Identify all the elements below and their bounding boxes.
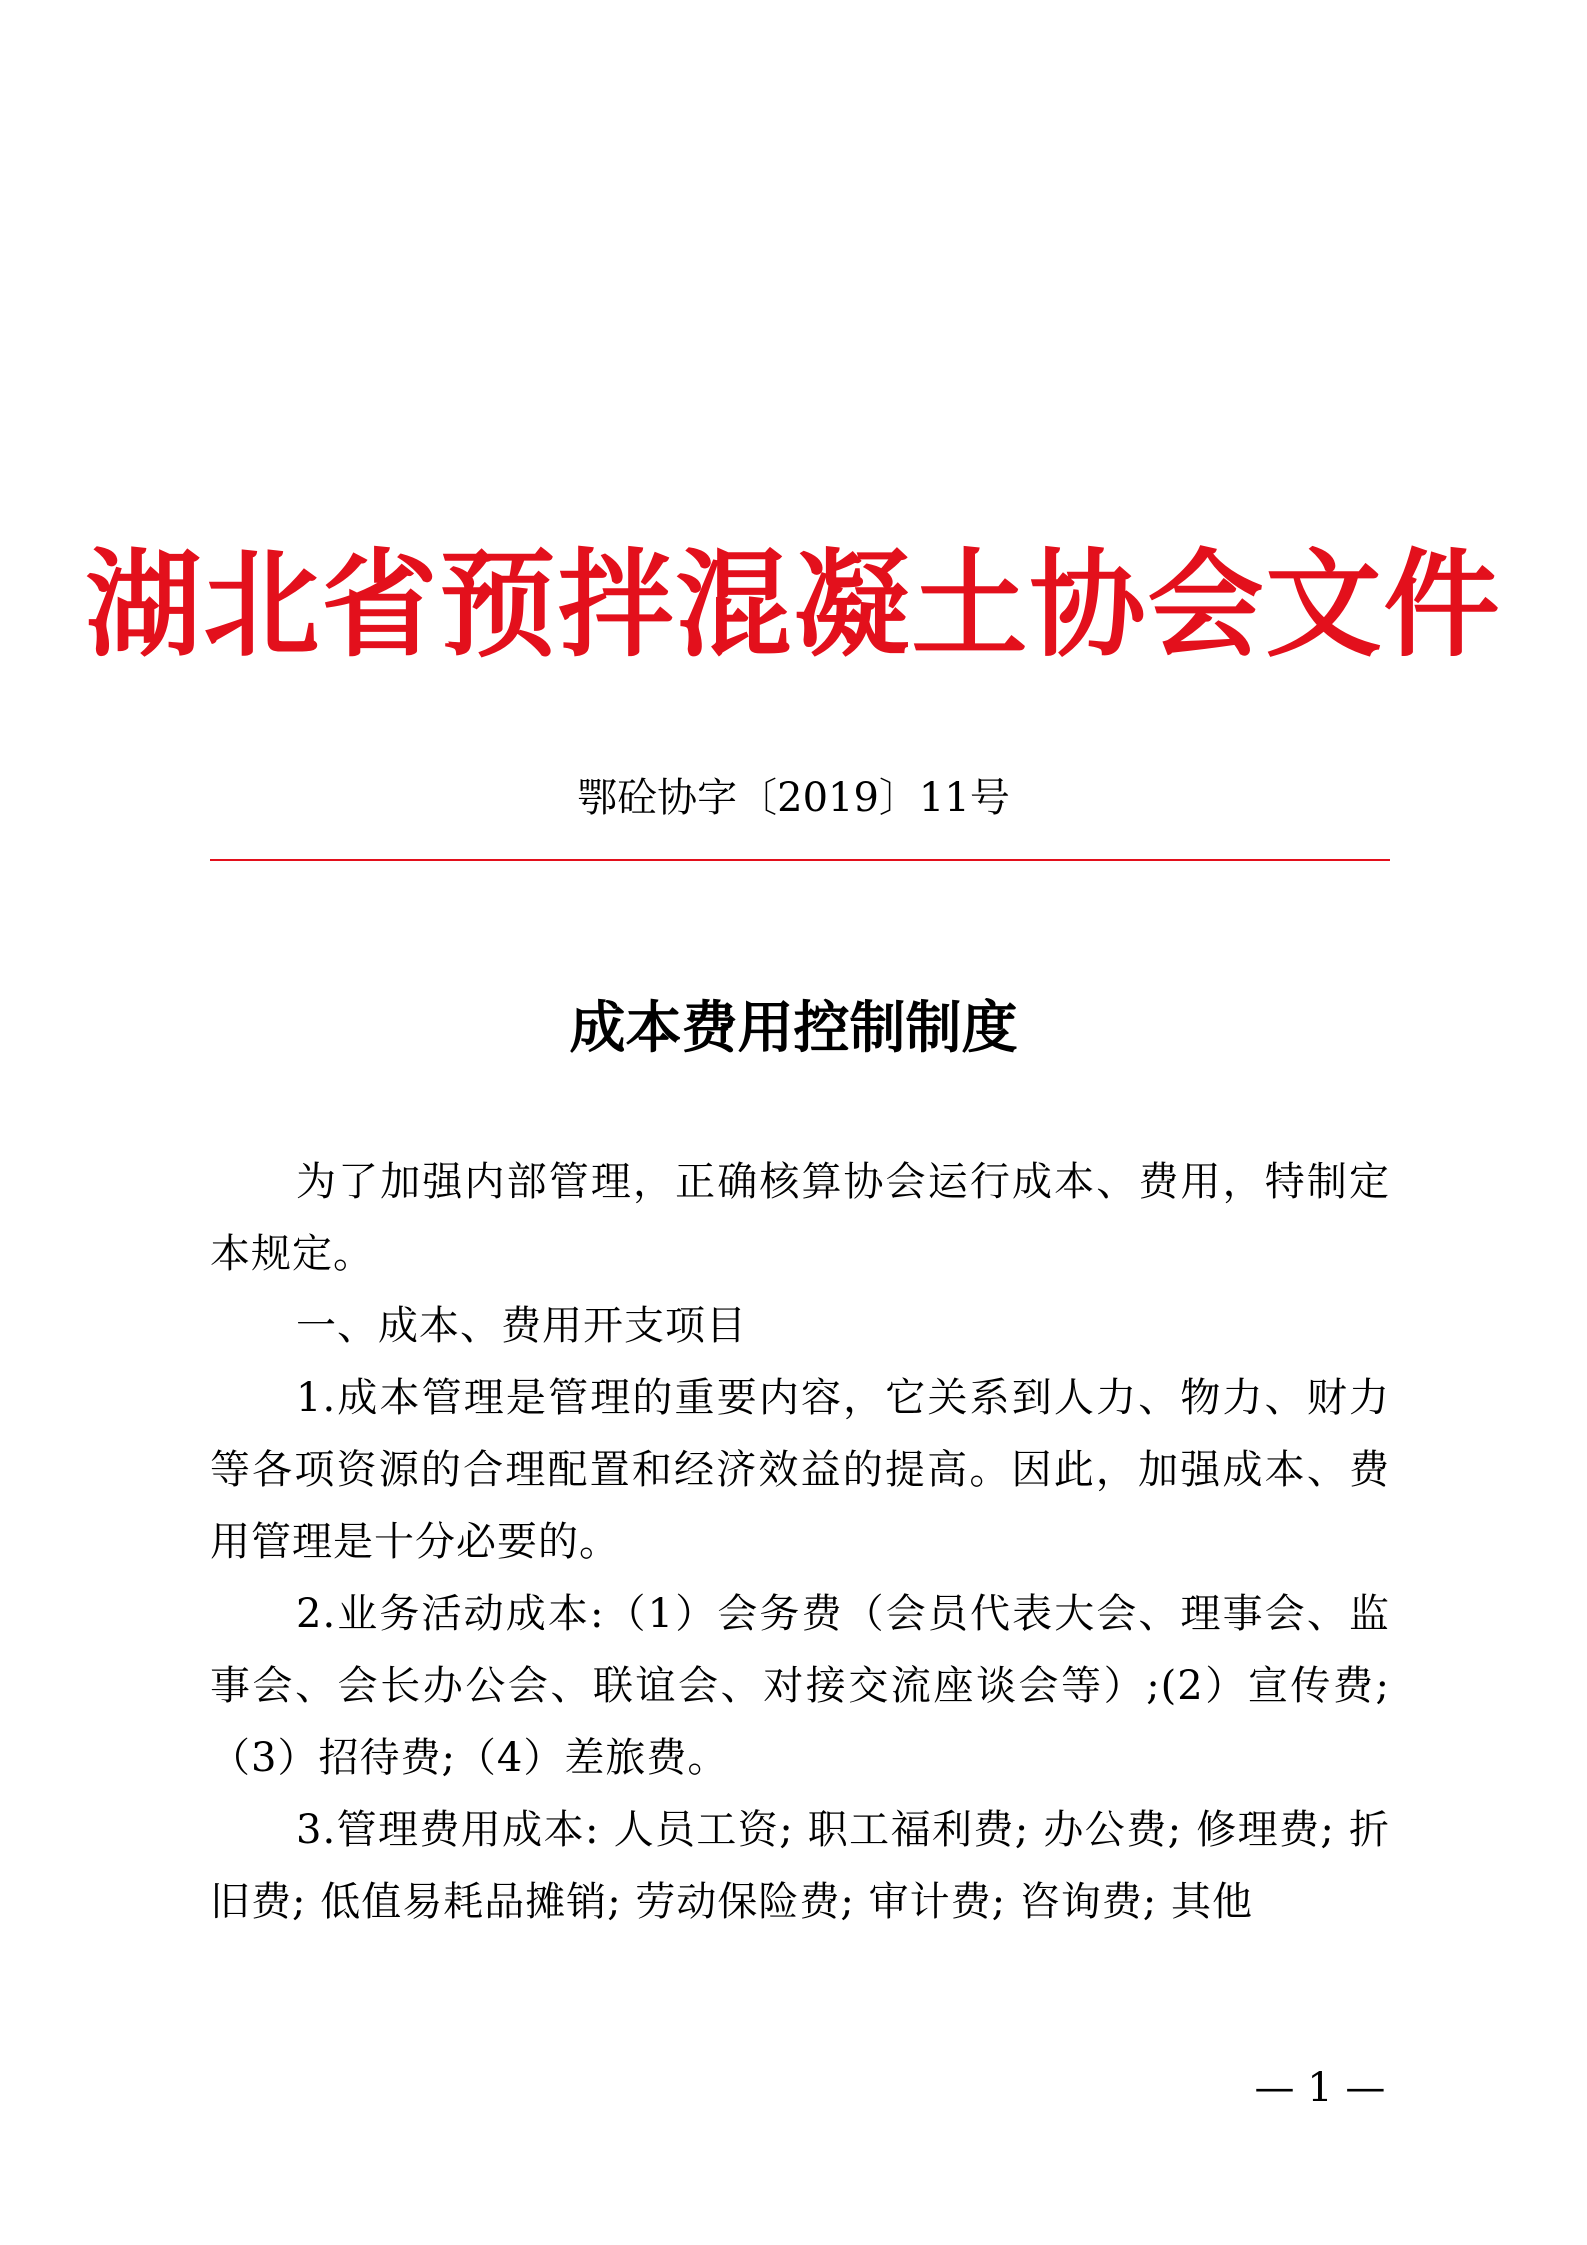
body-paragraph: 1.成本管理是管理的重要内容，它关系到人力、物力、财力等各项资源的合理配置和经济效益的提高。因此，加强成本、费用管理是十分必要的。: [210, 1375, 1390, 1565]
masthead-title: 湖北省预拌混凝土协会文件: [85, 537, 1502, 673]
document-title: 成本费用控制制度: [569, 995, 1018, 1061]
red-divider-line: [210, 859, 1390, 861]
body-paragraph: 2.业务活动成本:（1）会务费（会员代表大会、理事会、监事会、会长办公会、联谊会、对接交流座谈会等）;(2）宣传费;（3）招待费;（4）差旅费。: [210, 1591, 1390, 1781]
section-heading: 一、成本、费用开支项目: [296, 1303, 747, 1349]
page-number: — 1 —: [1254, 2065, 1386, 2111]
document-body: [210, 1146, 1390, 1938]
body-paragraph: 3.管理费用成本: 人员工资; 职工福利费; 办公费; 修理费; 折旧费; 低值易耗品摊销; 劳动保险费; 审计费; 咨询费; 其他: [210, 1807, 1390, 1925]
document-number: 鄂砼协字〔2019〕11号: [577, 775, 1010, 821]
body-paragraph: 为了加强内部管理，正确核算协会运行成本、费用，特制定本规定。: [210, 1159, 1390, 1277]
